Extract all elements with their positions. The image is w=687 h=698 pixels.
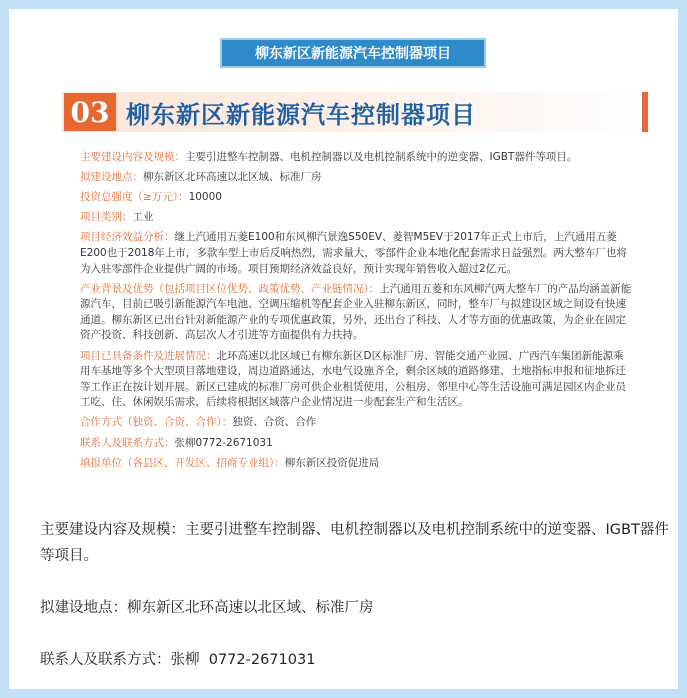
summary-section xyxy=(40,517,676,689)
field-value: 上汽通用五菱和东风柳汽两大整车厂的产品均涵盖新能源汽车，目前已吸引新能源汽车电池、空调压缩机等配套企业入驻柳东新区，同时，整车厂与拟建设区域之间设有快速通道。柳东新区已出台针对新能源产业的专项优惠政策，另外，还出台了科技、人才等方面的优惠政策，为企业在固定资产投资、科技创新、高层次人才引进等方面提供有力扶持。 xyxy=(80,282,632,342)
field-value: 工业 xyxy=(132,211,154,224)
field-conditions xyxy=(80,349,632,411)
field-value: 北环高速以北区域已有柳东新区D区标准厂房、智能交通产业园、广西汽车集团新能源乘用车基地等多个大型项目落地建设，周边道路通达，水电气设施齐全，剩余区域的道路修建、土地指标申报和征地拆迁等工作正在按计划开展。新区已建成的标准厂房可供企业租赁使用，公租房、邻里中心等生活设施可满足园区内企业员工吃、住、休闲娱乐需求，后续将根据区域落户企业情况进一步配套生产和生活区。 xyxy=(80,349,626,409)
field-value: 10000 xyxy=(188,191,222,204)
card-header xyxy=(62,92,648,132)
field-value: 张柳0772-2671031 xyxy=(174,436,273,449)
project-title: 柳东新区新能源汽车控制器项目 xyxy=(126,100,476,129)
field-value: 主要引进整车控制器、电机控制器以及电机控制系统中的逆变器、IGBT器件等项目。 xyxy=(185,151,578,163)
field-label: 主要建设内容及规模： xyxy=(80,151,185,163)
field-content xyxy=(80,150,632,166)
summary-contact: 联系人及联系方式：张柳 0772-2671031 xyxy=(40,652,316,668)
field-investment xyxy=(80,190,632,206)
project-card xyxy=(50,78,646,506)
frame-inner xyxy=(9,9,678,689)
field-label: 项目已具备条件及进展情况： xyxy=(80,349,217,362)
field-location xyxy=(80,170,632,186)
field-benefit xyxy=(80,230,632,277)
field-label: 投资总强度（≥万元）： xyxy=(80,191,189,204)
project-number: 03 xyxy=(64,93,116,131)
field-label: 联系人及联系方式： xyxy=(80,436,175,449)
field-value: 独资、合资、合作 xyxy=(232,416,317,429)
field-value: 柳东新区北环高速以北区域、标准厂房 xyxy=(143,171,322,184)
field-unit xyxy=(80,456,632,472)
field-label: 项目经济效益分析： xyxy=(80,231,175,244)
field-value: 继上汽通用五菱E100和东风柳汽景逸S50EV、菱智M5EV于2017年正式上市后，上汽通用五菱E200也于2018年上市，多款车型上市后反响热烈，需求量大，零部件企业本地化配套需求日益强烈。两大整车厂也将为入驻零部件企业提供广阔的市场。项目预期经济效益良好，预计实现年销售收入超过2亿元。 xyxy=(80,231,627,275)
field-label: 项目类别： xyxy=(80,211,133,224)
field-label: 填报单位（各县区、开发区、招商专业组）： xyxy=(80,456,285,469)
field-value: 柳东新区投资促进局 xyxy=(284,456,380,469)
field-label: 拟建设地点： xyxy=(80,171,143,184)
field-label: 合作方式（独资、合资、合作）： xyxy=(80,416,233,429)
summary-location: 拟建设地点：柳东新区北环高速以北区域、标准厂房 xyxy=(40,600,374,616)
field-cooperation xyxy=(80,415,632,431)
field-contact xyxy=(80,436,632,452)
field-label: 产业背景及优势（包括项目区位优势、政策优势、产业链情况）： xyxy=(80,282,380,295)
banner-title: 柳东新区新能源汽车控制器项目 xyxy=(222,40,484,66)
field-background xyxy=(80,282,632,344)
summary-content: 主要建设内容及规模：主要引进整车控制器、电机控制器以及电机控制系统中的逆变器、IGBT器件等项目。 xyxy=(40,522,669,564)
field-category xyxy=(80,210,632,226)
project-details xyxy=(80,150,632,476)
